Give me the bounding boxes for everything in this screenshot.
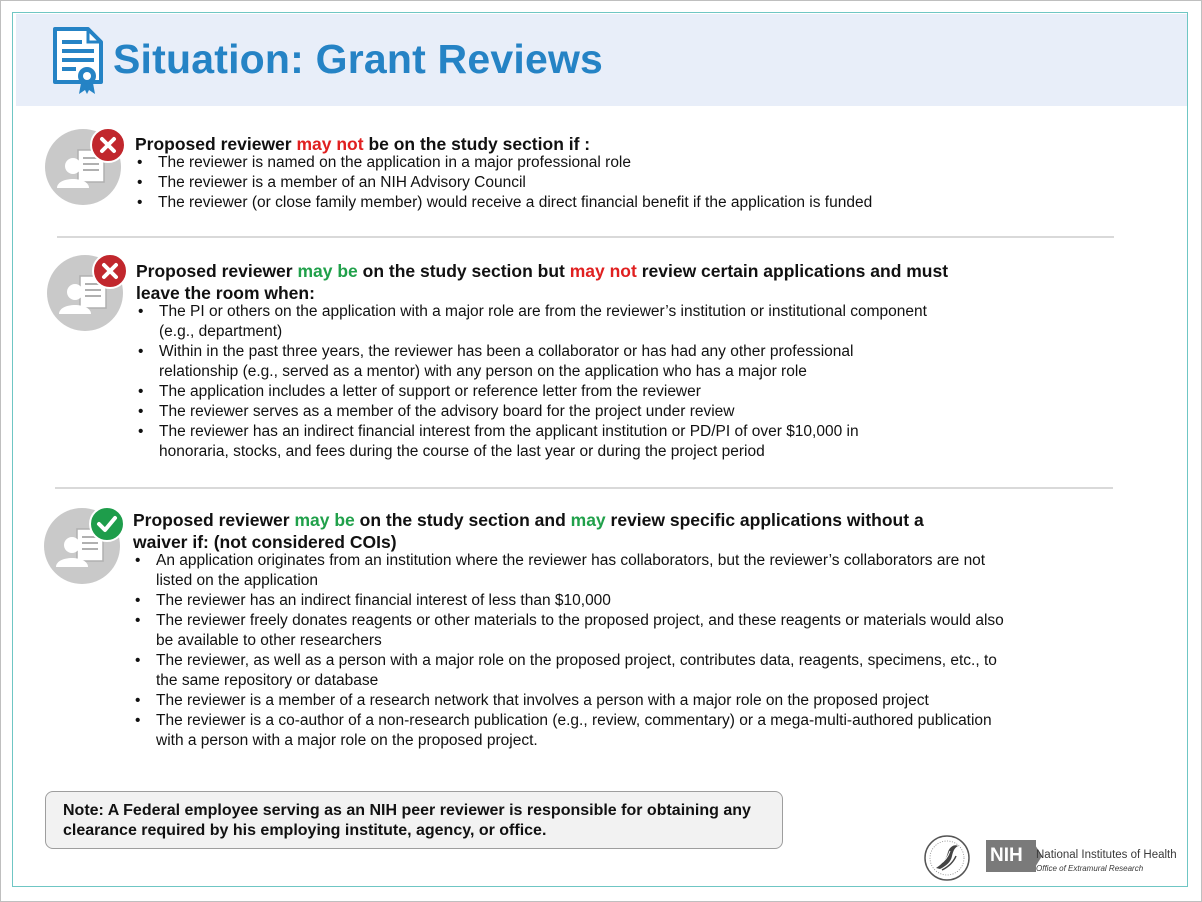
list-item: • The application includes a letter of support or reference letter from the reviewer	[137, 382, 927, 402]
note-box: Note: A Federal employee serving as an NIH peer reviewer is responsible for obtaining any clearance required by his employing institute, agency, or office.	[45, 791, 783, 849]
list-item: • The reviewer has an indirect financial interest of less than $10,000	[134, 591, 1004, 611]
list-item: • The reviewer is a member of a research network that involves a person with a major role on the proposed project	[134, 691, 1004, 711]
section-1-heading: Proposed reviewer may not be on the study section if :	[135, 134, 591, 154]
list-item: • The reviewer, as well as a person with a major role on the proposed project, contributes data, reagents, specimens, etc., to the same repository or database	[134, 651, 1004, 691]
section-divider	[55, 487, 1113, 489]
certificate-document-icon	[52, 26, 104, 96]
list-item: • The reviewer (or close family member) would receive a direct financial benefit if the application is funded	[136, 193, 1096, 213]
section-divider	[57, 236, 1114, 238]
hhs-seal-icon	[922, 834, 972, 882]
section-3-heading: Proposed reviewer may be on the study section and may review specific applications without a waiver if: (not considered COIs)	[133, 510, 924, 552]
list-item: • An application originates from an institution where the reviewer has collaborators, but the reviewer’s collaborators are not listed on the application	[134, 551, 1004, 591]
list-item: • The reviewer is a member of an NIH Advisory Council	[136, 173, 1096, 193]
section-2-heading: Proposed reviewer may be on the study section but may not review certain applications and must leave the room when:	[136, 261, 949, 303]
section-1-bullet-list	[136, 153, 1096, 213]
nih-abbreviation: NIH	[986, 840, 1036, 872]
list-item: • The reviewer is named on the application in a major professional role	[136, 153, 1096, 173]
list-item: • The reviewer freely donates reagents or other materials to the proposed project, and these reagents or materials would also be available to other researchers	[134, 611, 1004, 651]
page-title: Situation: Grant Reviews	[113, 36, 604, 82]
nih-office: Office of Extramural Research	[1036, 864, 1144, 873]
list-item: • The reviewer serves as a member of the advisory board for the project under review	[137, 402, 927, 422]
reviewer-x-avatar-icon	[46, 252, 132, 334]
nih-name: National Institutes of Health	[1036, 849, 1177, 861]
reviewer-x-avatar-icon	[44, 126, 130, 208]
section-3-bullet-list	[134, 551, 1004, 751]
list-item: • Within in the past three years, the reviewer has been a collaborator or has had any other professional relationship (e.g., served as a mentor) with any person on the application who has a major role	[137, 342, 927, 382]
list-item: • The reviewer has an indirect financial interest from the applicant institution or PD/PI of over $10,000 in honoraria, stocks, and fees during the course of the last year or during the project period	[137, 422, 927, 462]
reviewer-check-avatar-icon	[43, 505, 129, 587]
list-item: • The PI or others on the application with a major role are from the reviewer’s institution or institutional component (e.g., department)	[137, 302, 927, 342]
list-item: • The reviewer is a co-author of a non-research publication (e.g., review, commentary) or a mega-multi-authored publication with a person with a major role on the proposed project.	[134, 711, 1004, 751]
section-2-bullet-list	[137, 302, 927, 462]
